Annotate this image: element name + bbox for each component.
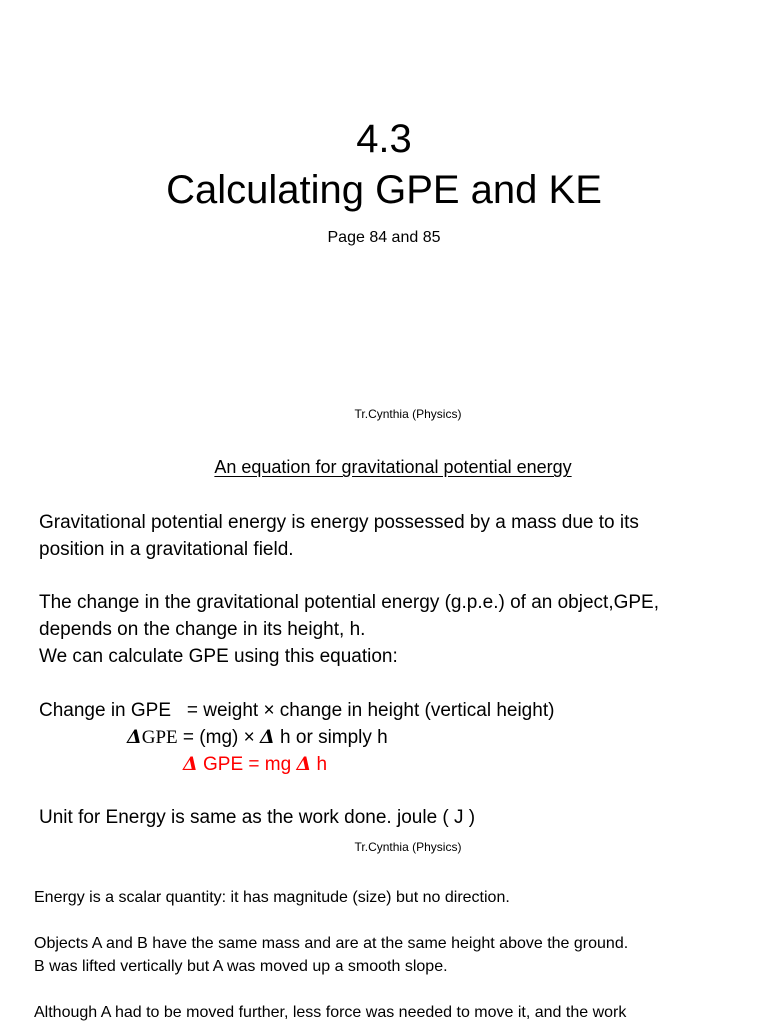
section-heading: An equation for gravitational potential energy <box>214 457 572 477</box>
delta-symbol: Δ <box>183 753 198 775</box>
slide-title: Calculating GPE and KE <box>166 168 602 212</box>
para2-line2: depends on the change in its height, h. <box>39 619 366 640</box>
para1-line2: position in a gravitational field. <box>39 539 294 560</box>
objects-line2: B was lifted vertically but A was moved up a smooth slope. <box>34 958 448 975</box>
energy-unit: Unit for Energy is same as the work done. joule ( J ) <box>39 807 476 828</box>
para2-line1: The change in the gravitational potential energy (g.p.e.) of an object,GPE, <box>39 592 659 613</box>
delta-symbol: Δ <box>296 753 312 775</box>
equation-final: Δ GPE = mg Δ h <box>183 753 328 775</box>
delta-symbol: Δ <box>260 726 275 748</box>
slide-subtitle: Page 84 and 85 <box>327 229 441 246</box>
slide-number: 4.3 <box>356 117 412 161</box>
delta-symbol: Δ <box>127 726 142 748</box>
equation-words: Change in GPE = weight × change in height (vertical height) <box>39 700 555 721</box>
although-line: Although A had to be moved further, less force was needed to move it, and the work <box>34 1004 627 1021</box>
equation-symbolic: ΔGPE = (mg) × Δ h or simply h <box>127 726 388 748</box>
slide1-footer: Tr.Cynthia (Physics) <box>354 407 462 421</box>
para2-line3: We can calculate GPE using this equation: <box>39 646 398 667</box>
para1-line1: Gravitational potential energy is energy possessed by a mass due to its <box>39 512 639 533</box>
objects-line1: Objects A and B have the same mass and are at the same height above the ground. <box>34 935 629 952</box>
slide2-footer: Tr.Cynthia (Physics) <box>354 840 462 854</box>
scalar-note: Energy is a scalar quantity: it has magnitude (size) but no direction. <box>34 889 510 906</box>
